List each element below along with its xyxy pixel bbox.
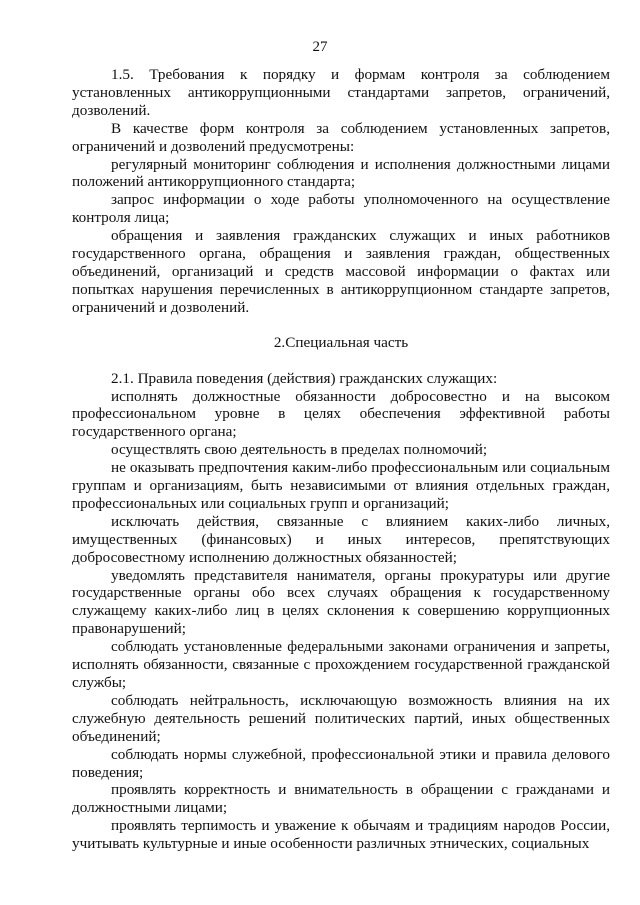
paragraph: регулярный мониторинг соблюдения и исполнения должностными лицами положений антикоррупционного стандарта; [72,155,610,191]
paragraph: исполнять должностные обязанности добросовестно и на высоком профессиональном уровне в целях обеспечения эффективной работы государственного органа; [72,387,610,441]
paragraph: запрос информации о ходе работы уполномоченного на осуществление контроля лица; [72,191,610,227]
paragraph: не оказывать предпочтения каким-либо профессиональным или социальным группам и организациям, быть независимыми от влияния отдельных граждан, профессиональных или социальных групп и организаций; [72,459,610,512]
section-heading: 2.Специальная часть [273,333,409,351]
paragraph: проявлять терпимость и уважение к обычаям и традициям народов России, учитывать культурные и иные особенности различных этнических, социальных [72,817,610,853]
paragraph: проявлять корректность и внимательность в обращении с гражданами и должностными лицами; [72,781,610,817]
page-number: 27 [312,39,328,55]
paragraph: уведомлять представителя нанимателя, органы прокуратуры или другие государственные органы обо всех случаях обращения к государственному служащему каких-либо лиц в целях склонения к совершению коррупционных правонарушений; [72,566,610,638]
paragraph: 1.5. Требования к порядку и формам контроля за соблюдением установленных антикоррупционными стандартами запретов, ограничений, дозволений. [72,66,610,119]
paragraph: В качестве форм контроля за соблюдением установленных запретов, ограничений и дозволений предусмотрены: [72,119,610,155]
paragraph: 2.1. Правила поведения (действия) гражданских служащих: [111,369,498,387]
section-2 [72,370,610,853]
section-1-5 [72,66,610,317]
paragraph: осуществлять свою деятельность в пределах полномочий; [111,441,488,459]
paragraph: исключать действия, связанные с влиянием каких-либо личных, имущественных (финансовых) и иных интересов, препятствующих добросовестному исполнению должностных обязанностей; [72,512,610,566]
paragraph: соблюдать нейтральность, исключающую возможность влияния на их служебную деятельность решений политических партий, иных общественных объединений; [72,691,610,745]
paragraph: соблюдать нормы служебной, профессиональной этики и правила делового поведения; [72,745,610,781]
paragraph: соблюдать установленные федеральными законами ограничения и запреты, исполнять обязанности, связанные с прохождением государственной гражданской службы; [72,638,610,691]
document-body [72,66,610,853]
paragraph: обращения и заявления гражданских служащих и иных работников государственного органа, обращения и заявления граждан, общественных объединений, организаций и средств массовой информации о фактах или попытках нарушения перечисленных в антикоррупционном стандарте запретов, ограничений и дозволений. [72,227,610,316]
